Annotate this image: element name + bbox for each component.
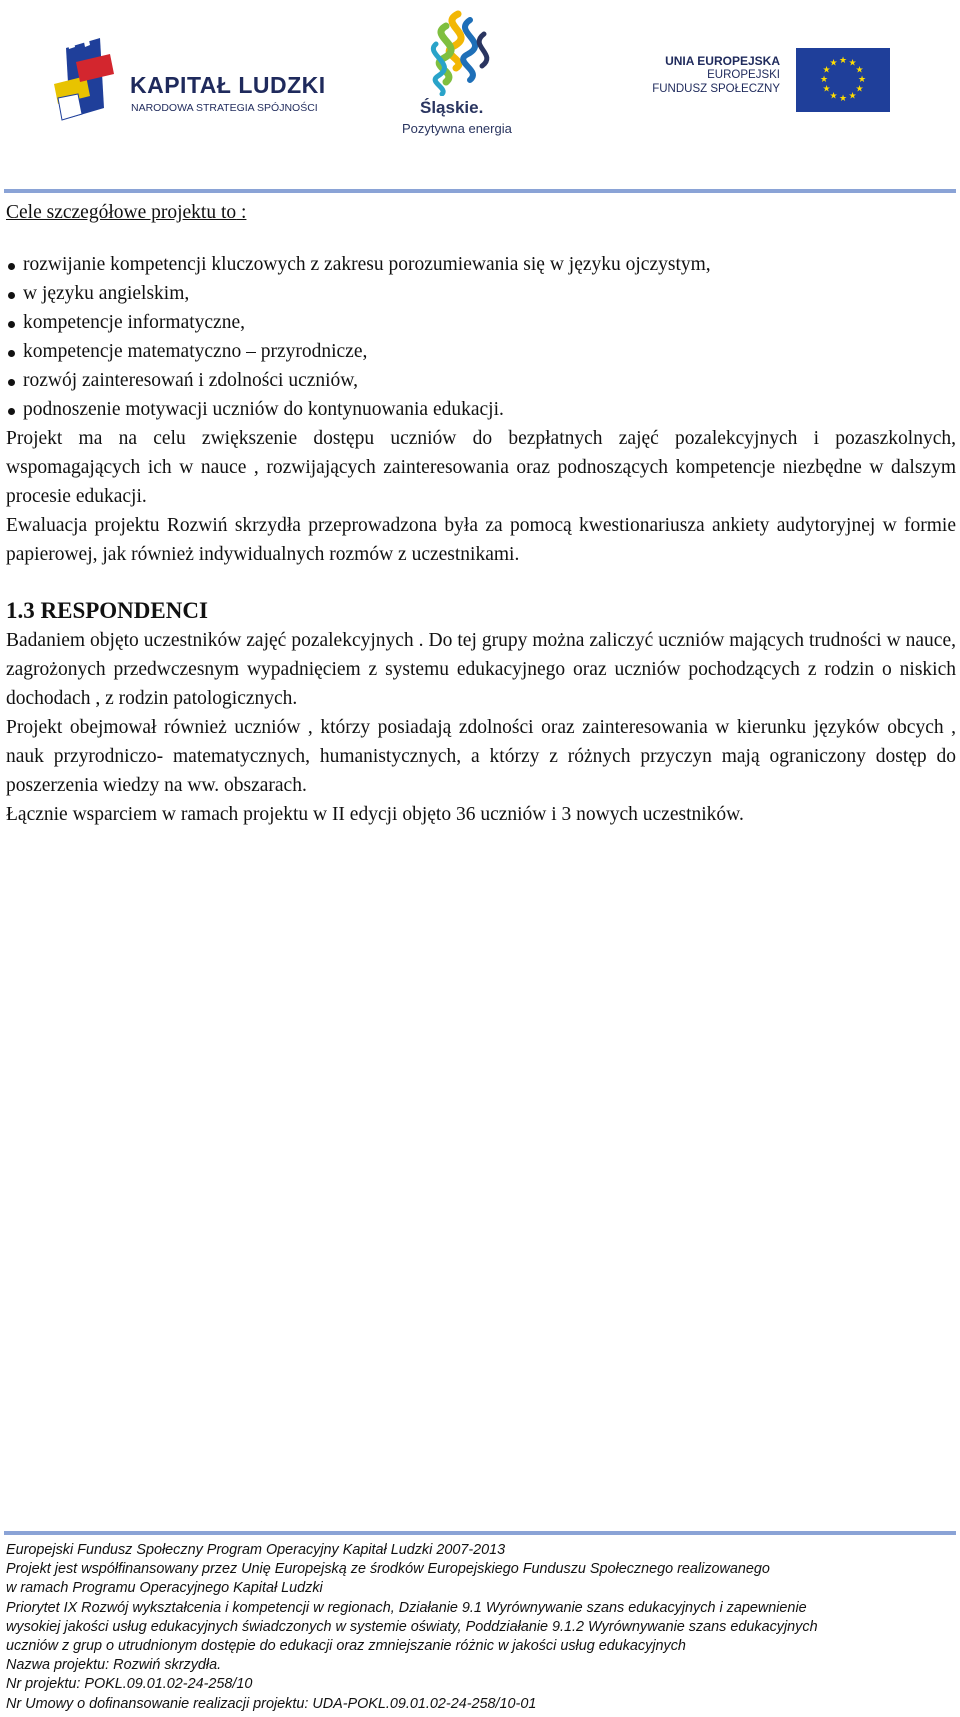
kapital-ludzki-emblem-icon bbox=[52, 38, 128, 138]
list-item bbox=[6, 366, 956, 395]
list-item-text: rozwijanie kompetencji kluczowych z zakresu porozumiewania się w języku ojczystym, bbox=[23, 254, 711, 275]
goals-heading-colon: : bbox=[236, 202, 247, 223]
svg-text:★: ★ bbox=[855, 65, 864, 76]
list-item bbox=[6, 308, 956, 337]
kapital-ludzki-subtitle: NARODOWA STRATEGIA SPÓJNOŚCI bbox=[131, 102, 318, 114]
respondents-section-title: 1.3 RESPONDENCI bbox=[6, 598, 208, 623]
eu-line-3: FUNDUSZ SPOŁECZNY bbox=[652, 83, 780, 95]
list-item-text: kompetencje informatyczne, bbox=[23, 312, 245, 333]
bullet-icon bbox=[8, 263, 15, 270]
project-scope-paragraph: Projekt obejmował również uczniów , którzy posiadają zdolności oraz zainteresowania w kierunku języków obcych , nauk przyrodniczo- matematycznych, humanistycznych, a którzy z różnych przyczyn mają ograniczony dostęp do poszerzenia wiedzy na ww. obszarach. bbox=[6, 717, 956, 796]
kapital-ludzki-logo bbox=[52, 38, 332, 138]
eu-logo bbox=[640, 48, 890, 114]
slaskie-logo bbox=[398, 10, 518, 140]
footer-line: w ramach Programu Operacyjnego Kapitał Ludzki bbox=[6, 1580, 323, 1597]
svg-text:★: ★ bbox=[855, 84, 864, 95]
main-content bbox=[6, 198, 956, 829]
footer-line: uczniów z grup o utrudnionym dostępie do edukacji oraz zmniejszanie różnic w jakości usług edukacyjnych bbox=[6, 1638, 686, 1655]
support-summary-paragraph: Łącznie wsparciem w ramach projektu w II edycji objęto 36 uczniów i 3 nowych uczestników. bbox=[6, 804, 744, 825]
bullet-icon bbox=[8, 321, 15, 328]
list-item bbox=[6, 279, 956, 308]
footer-divider bbox=[4, 1531, 956, 1535]
goals-heading-text: Cele szczegółowe projektu to bbox=[6, 202, 237, 223]
list-item-text: rozwój zainteresowań i zdolności uczniów, bbox=[23, 370, 358, 391]
respondents-paragraph: Badaniem objęto uczestników zajęć pozalekcyjnych . Do tej grupy można zaliczyć uczniów mających trudności w nauce, zagrożonych przedwczesnym wypadnięciem z systemu edukacyjnego oraz uczniów pochodzących z rodzin o niskich dochodach , z rodzin patologicznych. bbox=[6, 630, 956, 709]
bullet-icon bbox=[8, 292, 15, 299]
svg-text:★: ★ bbox=[848, 91, 857, 102]
project-aim-paragraph: Projekt ma na celu zwiększenie dostępu uczniów do bezpłatnych zajęć pozalekcyjnych i pozaszkolnych, wspomagających ich w nauce , rozwijających zainteresowania oraz podnoszących kompetencje niezbędne w dalszym procesie edukacji. bbox=[6, 428, 956, 507]
slaskie-slogan: Pozytywna energia bbox=[402, 121, 512, 136]
project-name: Nazwa projektu: Rozwiń skrzydła. bbox=[6, 1657, 222, 1674]
bullet-icon bbox=[8, 379, 15, 386]
footer-line: Europejski Fundusz Społeczny Program Operacyjny Kapitał Ludzki 2007-2013 bbox=[6, 1542, 506, 1558]
list-item-text: podnoszenie motywacji uczniów do kontynuowania edukacji. bbox=[23, 399, 504, 420]
slaskie-waves-icon bbox=[398, 10, 518, 96]
project-number: Nr projektu: POKL.09.01.02-24-258/10 bbox=[6, 1676, 253, 1693]
svg-text:★: ★ bbox=[857, 75, 867, 85]
svg-text:★: ★ bbox=[848, 58, 857, 69]
svg-text:★: ★ bbox=[829, 58, 838, 69]
footer-line: Projekt jest współfinansowany przez Unię Europejską ze środków Europejskiego Funduszu Społecznego realizowanego bbox=[6, 1561, 770, 1578]
bullet-icon bbox=[8, 408, 15, 415]
svg-text:★: ★ bbox=[822, 65, 831, 76]
svg-text:★: ★ bbox=[838, 56, 848, 66]
eu-flag-icon bbox=[796, 48, 890, 112]
agreement-number: Nr Umowy o dofinansowanie realizacji projektu: UDA-POKL.09.01.02-24-258/10-01 bbox=[6, 1695, 537, 1712]
header-divider bbox=[4, 189, 956, 193]
svg-text:★: ★ bbox=[838, 94, 848, 104]
eu-line-1: UNIA EUROPEJSKA bbox=[665, 54, 780, 68]
funding-footer bbox=[6, 1541, 956, 1714]
footer-line: Priorytet IX Rozwój wykształcenia i kompetencji w regionach, Działanie 9.1 Wyrównywanie szans edukacyjnych i zapewnienie bbox=[6, 1599, 807, 1616]
goals-list bbox=[6, 250, 956, 424]
header-logos bbox=[0, 0, 960, 180]
eu-line-2: EUROPEJSKI bbox=[707, 69, 780, 81]
evaluation-paragraph: Ewaluacja projektu Rozwiń skrzydła przeprowadzona była za pomocą kwestionariusza ankiety audytoryjnej w formie papierowej, jak również indywidualnych rozmów z uczestnikami. bbox=[6, 515, 956, 565]
list-item-text: kompetencje matematyczno – przyrodnicze, bbox=[23, 341, 368, 362]
bullet-icon bbox=[8, 350, 15, 357]
svg-text:★: ★ bbox=[829, 91, 838, 102]
list-item-text: w języku angielskim, bbox=[23, 283, 190, 304]
svg-text:★: ★ bbox=[822, 84, 831, 95]
svg-text:★: ★ bbox=[819, 75, 829, 85]
list-item bbox=[6, 250, 956, 279]
footer-line: wysokiej jakości usług edukacyjnych świadczonych w systemie oświaty, Poddziałanie 9.1.2 Wyrównywanie szans edukacyjnych bbox=[6, 1618, 818, 1635]
slaskie-name: Śląskie. bbox=[420, 98, 484, 117]
kapital-ludzki-title: KAPITAŁ LUDZKI bbox=[130, 72, 326, 98]
list-item bbox=[6, 337, 956, 366]
eu-logo-text bbox=[652, 54, 780, 96]
goals-heading bbox=[6, 198, 956, 227]
list-item bbox=[6, 395, 956, 424]
